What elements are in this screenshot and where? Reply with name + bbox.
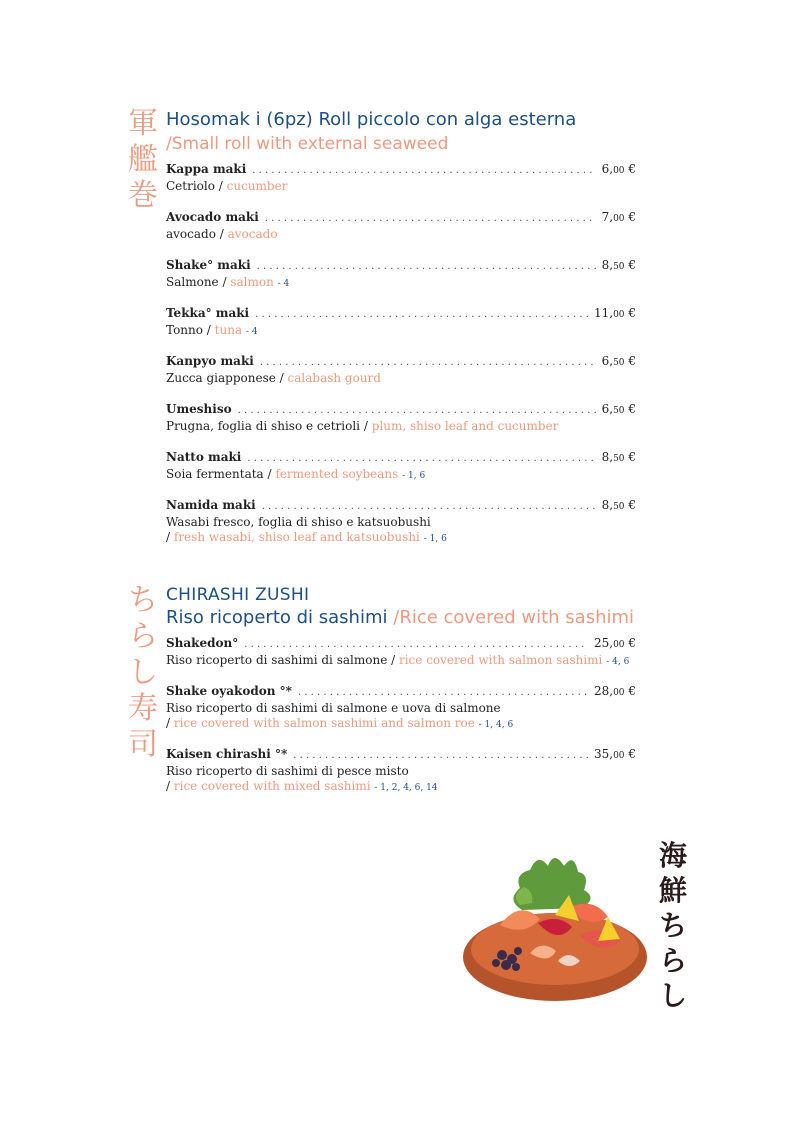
- dot-leader: [293, 748, 588, 763]
- item-price: 6,00 €: [601, 162, 636, 176]
- dot-leader: [262, 499, 596, 514]
- item-price: 6,50 €: [601, 354, 636, 368]
- item-price: 7,00 €: [601, 210, 636, 224]
- item-price: 28,00 €: [593, 684, 636, 698]
- item-price: 35,00 €: [593, 747, 636, 761]
- item-description: Tonno / tuna - 4: [166, 323, 258, 337]
- item-description: Salmone / salmon - 4: [166, 275, 290, 289]
- dot-leader: [255, 307, 588, 322]
- chirashi-bowl-illustration: [460, 845, 650, 1005]
- item-name: Kappa maki: [166, 162, 247, 176]
- menu-item: [166, 354, 636, 388]
- menu-item: [166, 306, 636, 340]
- menu-item: [166, 747, 636, 796]
- item-description: Riso ricoperto di sashimi di pesce misto / rice covered with mixed sashimi - 1, 2, 4, 6, 14: [166, 764, 438, 793]
- chirashi-items: [166, 636, 636, 796]
- chirashi-kanji: ちらし寿司: [128, 583, 158, 762]
- dot-leader: [238, 403, 596, 418]
- menu-item: [166, 258, 636, 292]
- item-name: Kaisen chirashi °*: [166, 747, 288, 761]
- item-name: Shakedon°: [166, 636, 239, 650]
- item-description: Zucca giapponese / calabash gourd: [166, 371, 381, 385]
- chirashi-title: Riso ricoperto di sashimi /Rice covered with sashimi: [166, 607, 635, 628]
- hosomaki-kanji: 軍艦巻: [128, 106, 158, 213]
- item-description: Soia fermentata / fermented soybeans - 1, 6: [166, 467, 426, 481]
- item-name: Tekka° maki: [166, 306, 250, 320]
- dot-leader: [260, 355, 596, 370]
- hosomaki-section: [166, 108, 636, 561]
- chirashi-section: [166, 584, 636, 810]
- dot-leader: [244, 637, 588, 652]
- item-name: Namida maki: [166, 498, 256, 512]
- item-name: Natto maki: [166, 450, 242, 464]
- item-description: Riso ricoperto di sashimi di salmone / rice covered with salmon sashimi - 4, 6: [166, 653, 630, 667]
- item-price: 8,50 €: [601, 450, 636, 464]
- chirashi-kicker: CHIRASHI ZUSHI: [166, 585, 310, 605]
- item-price: 11,00 €: [593, 306, 636, 320]
- dot-leader: [252, 163, 595, 178]
- item-name: Umeshiso: [166, 402, 232, 416]
- kaisen-chirashi-label: 海鮮ちらし: [658, 839, 687, 1012]
- item-name: Shake° maki: [166, 258, 251, 272]
- dot-leader: [298, 685, 588, 700]
- item-price: 8,50 €: [601, 498, 636, 512]
- item-description: Wasabi fresco, foglia di shiso e katsuobushi / fresh wasabi, shiso leaf and katsuobushi - 1, 6: [166, 515, 447, 544]
- menu-item: [166, 684, 636, 733]
- menu-item: [166, 498, 636, 547]
- menu-item: [166, 402, 636, 436]
- hosomaki-subtitle: /Small roll with external seaweed: [166, 134, 449, 154]
- menu-item: [166, 450, 636, 484]
- item-name: Kanpyo maki: [166, 354, 254, 368]
- item-name: Avocado maki: [166, 210, 259, 224]
- menu-item: [166, 636, 636, 670]
- hosomaki-items: [166, 162, 636, 547]
- item-description: Cetriolo / cucumber: [166, 179, 288, 193]
- item-price: 25,00 €: [593, 636, 636, 650]
- dot-leader: [257, 259, 596, 274]
- menu-item: [166, 210, 636, 244]
- item-price: 8,50 €: [601, 258, 636, 272]
- hosomaki-title: Hosomak i (6pz) Roll piccolo con alga esterna: [166, 109, 577, 130]
- menu-item: [166, 162, 636, 196]
- dot-leader: [265, 211, 596, 226]
- dot-leader: [247, 451, 595, 466]
- item-price: 6,50 €: [601, 402, 636, 416]
- item-description: avocado / avocado: [166, 227, 278, 241]
- item-description: Riso ricoperto di sashimi di salmone e uova di salmone / rice covered with salmon sashimi and salmon roe - 1, 4, 6: [166, 701, 514, 730]
- item-description: Prugna, foglia di shiso e cetrioli / plum, shiso leaf and cucumber: [166, 419, 559, 433]
- item-name: Shake oyakodon °*: [166, 684, 292, 698]
